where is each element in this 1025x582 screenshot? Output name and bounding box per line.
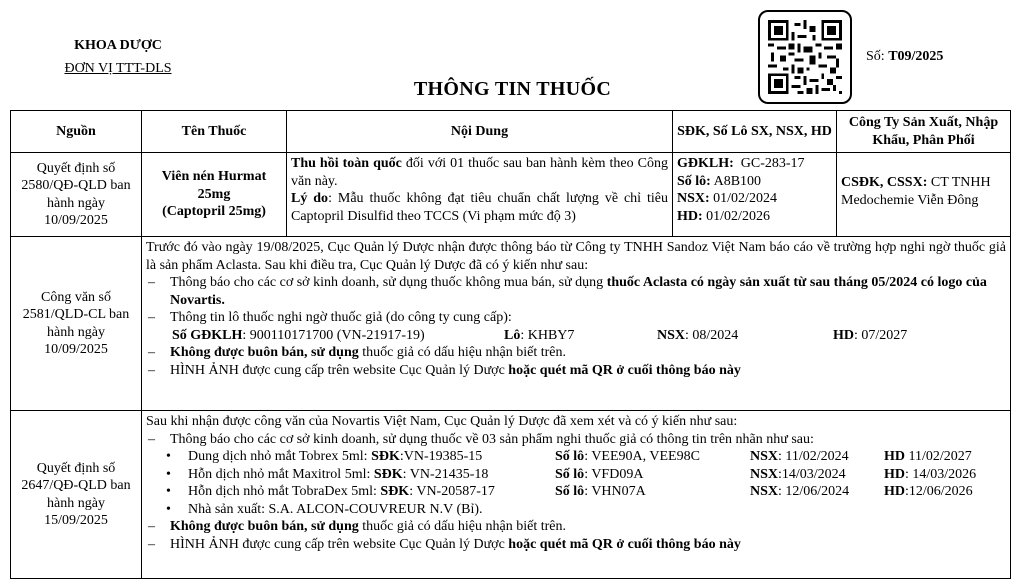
product-lot-value: : VHN07A (584, 484, 646, 499)
document-number-value: T09/2025 (888, 49, 944, 64)
product-lot-label: Số lô (555, 449, 585, 464)
row2-mfg-value: : 08/2024 (685, 327, 739, 343)
product-item: • Hỗn dịch nhỏ mắt TobraDex 5ml: SĐK: VN-20587-17 Số lô: VHN07A NSX: 12/06/2024 HD:12/06/2026 (166, 484, 973, 499)
table-row (11, 237, 1011, 411)
row1-drug-active: (Captopril 25mg) (162, 204, 266, 220)
product-exp-label: HD (884, 449, 905, 464)
product-reg-label: SĐK (380, 484, 410, 499)
product-mfg-value: :14/03/2024 (778, 466, 846, 482)
row2-warn-text: thuốc giả có dấu hiệu nhận biết trên. (358, 345, 566, 360)
row3-notice: Thông báo cho các cơ sở kinh doanh, sử dụng thuốc về 03 sản phẩm nghi thuốc giả có thông tin trên nhãn như sau: (170, 431, 814, 447)
product-reg-value: : VN-20587-17 (409, 484, 495, 499)
department-name: KHOA DƯỢC (74, 38, 162, 53)
product-lot-label: Số lô (555, 466, 585, 482)
table-row (11, 411, 1011, 579)
row1-mfg-value: 01/02/2024 (713, 191, 777, 206)
product-lot-value: : VEE90A, VEE98C (584, 449, 700, 464)
product-item: • Hỗn dịch nhỏ mắt Maxitrol 5ml: SĐK: VN-21435-18 Số lô: VFD09A NSX:14/03/2024 HD: 14/03/2026 (166, 466, 977, 482)
row1-company-value: CT TNHH Medochemie Viễn Đông (841, 175, 991, 208)
row1-source: Quyết định số 2580/QĐ-QLD ban hành ngày 10/09/2025 (11, 153, 142, 237)
list-item: – HÌNH ẢNH được cung cấp trên website Cục Quản lý Dược hoặc quét mã QR ở cuối thông báo này (148, 536, 741, 552)
row1-registration (673, 153, 837, 237)
row3-img-bold: hoặc quét mã QR ở cuối thông báo này (508, 536, 741, 552)
row3-warn-text: thuốc giả có dấu hiệu nhận biết trên. (358, 519, 566, 534)
product-mfg-value: : 11/02/2024 (778, 449, 849, 464)
unit-name: ĐƠN VỊ TTT-DLS (64, 61, 172, 76)
product-name: Hỗn dịch nhỏ mắt TobraDex 5ml: (188, 484, 381, 499)
row2-lot-label: Lô (504, 327, 521, 343)
row1-reg-label: GĐKLH: (677, 156, 734, 171)
col-header-registration: SĐK, Số Lô SX, NSX, HD (673, 111, 837, 153)
row1-company (837, 153, 1011, 237)
product-reg-value: : VN-21435-18 (402, 466, 489, 482)
table-header-row (11, 111, 1011, 153)
row1-reg-value: GC-283-17 (740, 156, 805, 171)
row3-warn-bold: Không được buôn bán, sử dụng (170, 519, 359, 534)
product-mfg-value: : 12/06/2024 (778, 484, 850, 499)
list-item: • Nhà sản xuất: S.A. ALCON-COUVREUR N.V (Bỉ). (166, 501, 483, 517)
row3-content (142, 411, 1011, 579)
product-reg-value: :VN-19385-15 (399, 449, 483, 464)
product-mfg-label: NSX (750, 484, 779, 499)
product-exp-value: : 14/03/2026 (905, 466, 977, 482)
product-lot-value: : VFD09A (584, 466, 644, 482)
col-header-drug-name: Tên Thuốc (142, 111, 287, 153)
product-name: Hỗn dịch nhỏ mắt Maxitrol 5ml: (188, 466, 374, 482)
row2-lot-value: : KHBY7 (520, 327, 575, 343)
document-number-label: Số: (866, 49, 885, 64)
list-item: – HÌNH ẢNH được cung cấp trên website Cục Quản lý Dược hoặc quét mã QR ở cuối thông báo này (148, 362, 741, 378)
row2-content (142, 237, 1011, 411)
list-item: – Thông báo cho các cơ sở kinh doanh, sử dụng thuốc không mua bán, sử dụng thuốc Aclasta có ngày sản xuất từ sau tháng 05/2024 có logo của Novartis. (148, 275, 987, 308)
product-mfg-label: NSX (750, 449, 779, 464)
row3-manufacturer: Nhà sản xuất: S.A. ALCON-COUVREUR N.V (Bỉ). (188, 501, 483, 517)
row2-exp-value: : 07/2027 (854, 327, 908, 343)
row3-product-list (146, 448, 1006, 501)
row2-intro: Trước đó vào ngày 19/08/2025, Cục Quản lý Dược nhận được thông báo từ Công ty TNHH Sandoz Việt Nam báo cáo về trường hợp nghi ngờ thuốc giả là sản phẩm Aclasta. Sau khi điều tra, Cục Quản lý Dược đã có ý kiến như sau: (146, 240, 1006, 273)
row1-lot-label: Số lô: (677, 173, 711, 189)
page-title: THÔNG TIN THUỐC (413, 78, 612, 100)
row2-warn-bold: Không được buôn bán, sử dụng (170, 345, 359, 360)
row1-mfg-label: NSX: (677, 191, 710, 206)
list-item: – Không được buôn bán, sử dụng thuốc giả có dấu hiệu nhận biết trên. (148, 345, 566, 360)
row2-reg-label: Số GĐKLH (172, 327, 243, 343)
row2-reg-value: : 900110171700 (VN-21917-19) (242, 327, 425, 343)
col-header-content: Nội Dung (287, 111, 673, 153)
col-header-company: Công Ty Sản Xuất, Nhập Khẩu, Phân Phối (837, 111, 1011, 153)
row2-item2-text: Thông tin lô thuốc nghi ngờ thuốc giả (do công ty cung cấp): (170, 310, 512, 325)
product-exp-label: HD (884, 484, 905, 499)
row2-exp-label: HD (833, 327, 854, 343)
row2-item1-bold: thuốc Aclasta có ngày sản xuất từ sau tháng 05/2024 có logo của Novartis. (170, 275, 987, 308)
product-mfg-label: NSX (750, 466, 779, 482)
row2-img-text: HÌNH ẢNH được cung cấp trên website Cục Quản lý Dược (170, 362, 509, 378)
row1-drug-name: Viên nén Hurmat 25mg (161, 169, 267, 202)
row2-lot-info (146, 327, 1006, 345)
product-item: • Dung dịch nhỏ mắt Tobrex 5ml: SĐK:VN-19385-15 Số lô: VEE90A, VEE98C NSX: 11/02/2024 HD 11/02/2027 (166, 449, 972, 464)
list-item: – Thông tin lô thuốc nghi ngờ thuốc giả (do công ty cung cấp): (148, 310, 512, 325)
row1-exp-value: 01/02/2026 (706, 208, 770, 224)
row1-exp-label: HD: (677, 208, 703, 224)
row3-img-text: HÌNH ẢNH được cung cấp trên website Cục Quản lý Dược (170, 536, 509, 552)
row1-drug (142, 153, 287, 237)
product-name: Dung dịch nhỏ mắt Tobrex 5ml: (188, 449, 372, 464)
row1-company-label: CSĐK, CSSX: (841, 175, 928, 190)
row2-item1-text: Thông báo cho các cơ sở kinh doanh, sử dụng thuốc không mua bán, sử dụng (170, 275, 607, 290)
product-exp-value: 11/02/2027 (905, 449, 972, 464)
row2-source: Công văn số 2581/QLD-CL ban hành ngày 10/09/2025 (11, 237, 142, 411)
row2-img-bold: hoặc quét mã QR ở cuối thông báo này (508, 362, 741, 378)
col-header-source: Nguồn (11, 111, 142, 153)
qr-code-icon[interactable] (758, 10, 852, 104)
drug-info-table (10, 110, 1011, 579)
row1-content (287, 153, 673, 237)
product-exp-label: HD (884, 466, 905, 482)
row1-lot-value: A8B100 (713, 173, 762, 189)
product-reg-label: SĐK (371, 449, 400, 464)
row2-mfg-label: NSX (657, 327, 686, 343)
product-lot-label: Số lô (555, 484, 585, 499)
row1-recall-bold: Thu hồi toàn quốc (291, 156, 402, 171)
row3-source: Quyết định số 2647/QĐ-QLD ban hành ngày 15/09/2025 (11, 411, 142, 579)
table-row (11, 153, 1011, 237)
list-item: – Không được buôn bán, sử dụng thuốc giả có dấu hiệu nhận biết trên. (148, 519, 566, 534)
row1-reason-label: Lý do (291, 191, 329, 206)
product-exp-value: :12/06/2026 (905, 484, 973, 499)
row3-intro: Sau khi nhận được công văn của Novartis Việt Nam, Cục Quản lý Dược đã xem xét và có ý kiến như sau: (146, 414, 738, 429)
list-item: – Thông báo cho các cơ sở kinh doanh, sử dụng thuốc về 03 sản phẩm nghi thuốc giả có thông tin trên nhãn như sau: (148, 431, 814, 447)
document-number (866, 49, 943, 65)
row1-recall-text: đối với 01 thuốc sau ban hành kèm theo Công văn này. (291, 156, 669, 189)
row1-reason-text: : Mẫu thuốc không đạt tiêu chuẩn chất lượng về chỉ tiêu Captopril Disulfid theo TCCS (Vi phạm mức độ 3) (291, 191, 668, 224)
product-reg-label: SĐK (373, 466, 403, 482)
